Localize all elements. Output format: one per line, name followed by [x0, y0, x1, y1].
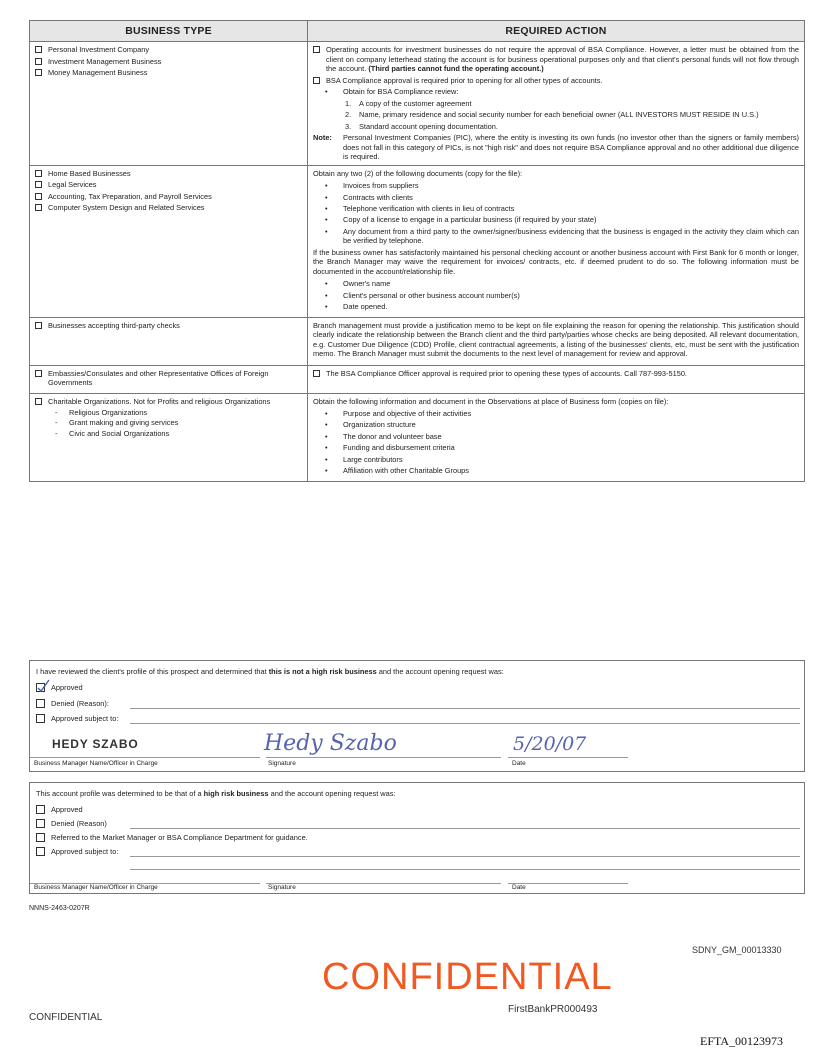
denied-reason-line[interactable] [130, 828, 800, 829]
checkbox[interactable] [35, 398, 42, 405]
checkbox[interactable] [35, 193, 42, 200]
checkbox[interactable] [35, 322, 42, 329]
denied-reason-line[interactable] [130, 708, 800, 709]
bullet-icon: • [325, 454, 328, 464]
date-value: 5/20/07 [513, 733, 587, 755]
action-intro: Obtain the following information and document in the Observations at place of Business form (copies on file): [313, 396, 669, 406]
bullet-icon: • [325, 466, 328, 476]
approval-section-high-risk [29, 782, 805, 894]
business-type-label: Businesses accepting third-party checks [48, 320, 180, 330]
approval-section-not-high-risk [29, 660, 805, 772]
business-type-label: Personal Investment Company [48, 45, 150, 55]
label-date: Date [512, 760, 526, 767]
action-paragraph: If the business owner has satisfactorily maintained his personal checking account or another business account with First Bank for 6 month or longer, the Branch Manager may waive the requirement for invoices/ contracts, etc. if deemed prudent to do so. The following information must be documented in the account/relationship file. [313, 247, 799, 276]
approved-subject-line[interactable] [130, 856, 800, 857]
bullet-icon: • [325, 290, 328, 300]
bullet-text: Purpose and objective of their activities [343, 408, 472, 418]
bullet-icon: • [325, 181, 328, 191]
numbered-text: A copy of the customer agreement [359, 98, 472, 108]
checkbox-checked[interactable] [36, 683, 45, 692]
action-text: Operating accounts for investment businesses do not require the approval of BSA Compliance. However, a letter must be obtained from the client on company letterhead stating the account is for business operational purposes only and that client's personal funds will not flow through the account. [326, 45, 799, 74]
bullet-icon: • [325, 87, 328, 97]
bullet-text: The donor and volunteer base [343, 431, 442, 441]
checkbox[interactable] [313, 46, 320, 53]
business-type-label: Computer System Design and Related Services [48, 203, 205, 212]
note-text: Personal Investment Companies (PIC), where the entity is investing its own funds (no investor other than the signers or family members) does not fall in this category of PICs, is not "high risk" and does not require BSA Compliance approval and no other additional due diligence is required. [343, 133, 799, 162]
action-text: BSA Compliance approval is required prior to opening for all other types of accounts. [326, 75, 603, 85]
option-referred[interactable]: Referred to the Market Manager or BSA Compliance Department for guidance. [36, 833, 308, 842]
check-mark-icon [36, 679, 50, 693]
checkbox[interactable] [35, 58, 42, 65]
option-approved-subject[interactable]: Approved subject to: [36, 847, 118, 856]
label-signature: Signature [268, 760, 296, 767]
checkbox[interactable] [35, 46, 42, 53]
checkbox[interactable] [36, 714, 45, 723]
header-business-type: BUSINESS TYPE [30, 21, 308, 42]
bullet-text: Invoices from suppliers [343, 181, 419, 191]
bullet-text: Organization structure [343, 420, 416, 430]
business-type-label: Accounting, Tax Preparation, and Payroll Services [48, 191, 212, 201]
bullet-icon: • [325, 420, 328, 430]
action-text-bold: (Third parties cannot fund the operating account.) [368, 64, 544, 74]
form-number: NNNS-2463-0207R [29, 905, 90, 912]
bullet-text: Any document from a third party to the owner/signer/business evidencing that the business is engaged in the activity they claim which can be verified by telephone. [343, 226, 799, 246]
bullet-text: Telephone verification with clients in lieu of contracts [343, 204, 515, 213]
bullet-icon: • [325, 226, 328, 236]
option-approved[interactable]: Approved [36, 683, 83, 692]
section-statement: This account profile was determined to be that of a high risk business and the account opening request was: [36, 789, 396, 798]
checkbox[interactable] [313, 370, 320, 377]
confidential-stamp: CONFIDENTIAL [322, 956, 613, 998]
checkbox[interactable] [35, 370, 42, 377]
approved-subject-line[interactable] [130, 723, 800, 724]
business-type-label: Embassies/Consulates and other Representative Offices of Foreign Governments [48, 368, 269, 388]
business-type-label: Investment Management Business [48, 56, 162, 66]
bullet-icon: • [325, 408, 328, 418]
subtype-label: Religious Organizations [69, 407, 148, 417]
table-row: Charitable Organizations. Not for Profits and religious Organizations - Religious Organizations - Grant making and giving services - Civic and Social Organizations Obtain the following information and document in the Observations at place of Business form (copies on file): • Purpose and objective of their activities • Organization structure • The donor and volunteer base • Funding and disbursement criteria • Large contributors • Affiliation with other Charitable Groups [30, 393, 805, 481]
bates-sdny: SDNY_GM_00013330 [692, 945, 782, 955]
signature: Hedy Szabo [264, 731, 397, 756]
checkbox[interactable] [35, 170, 42, 177]
action-paragraph: Branch management must provide a justification memo to be kept on file explaining the reason for opening the relationship. This justification should clearly indicate the relationship between the Branch client and the third party/parties whose checks are being deposited. All relevant documentation, e.g. Customer Due Diligence (CDD) Profile, client contractual agreements, a listing of the businesses' clients, etc, must be sent with the justification memo. The Branch Manager must submit the documents to the next level of management for review and approval. [313, 320, 799, 359]
section-statement: I have reviewed the client's profile of this prospect and determined that this is not a high risk business and the account opening request was: [36, 667, 504, 676]
bullet-text: Date opened. [343, 302, 388, 312]
bullet-icon: • [325, 279, 328, 289]
label-manager: Business Manager Name/Officer in Charge [34, 760, 158, 767]
bullet-text: Owner's name [343, 279, 391, 289]
manager-name: HEDY SZABO [52, 737, 139, 751]
confidential-label: CONFIDENTIAL [29, 1012, 103, 1023]
table-row [30, 165, 805, 317]
option-denied[interactable]: Denied (Reason): [36, 699, 109, 708]
label-date: Date [512, 884, 526, 891]
header-required-action: REQUIRED ACTION [308, 21, 805, 42]
efta-number: EFTA_00123973 [700, 1034, 784, 1048]
label-signature: Signature [268, 884, 296, 891]
bullet-icon: • [325, 431, 328, 441]
bullet-text: Obtain for BSA Compliance review: [343, 87, 459, 97]
business-type-label: Legal Services [48, 180, 97, 190]
checkbox[interactable] [313, 77, 320, 84]
bullet-icon: • [325, 302, 328, 312]
checkbox[interactable] [35, 181, 42, 188]
subtype-label: Grant making and giving services [69, 418, 179, 428]
bullet-icon: • [325, 204, 328, 213]
business-type-table [29, 20, 805, 482]
bullet-icon: • [325, 215, 328, 225]
action-intro: Obtain any two (2) of the following documents (copy for the file): [313, 168, 523, 178]
checkbox[interactable] [35, 69, 42, 76]
bullet-text: Funding and disbursement criteria [343, 443, 455, 453]
table-row [30, 365, 805, 393]
numbered-text: Name, primary residence and social security number for each beneficial owner (ALL INVESTORS MUST RESIDE IN U.S.) [359, 110, 759, 120]
option-denied[interactable]: Denied (Reason) [36, 819, 107, 828]
bullet-text: Copy of a license to engage in a particular business (if required by your state) [343, 215, 597, 225]
bullet-icon: • [325, 192, 328, 202]
bates-firstbank: FirstBankPR000493 [508, 1004, 598, 1015]
action-text: The BSA Compliance Officer approval is required prior to opening these types of accounts. Call 787-993-5150. [326, 368, 687, 378]
note-label: Note: [313, 133, 332, 143]
checkbox[interactable] [35, 204, 42, 211]
bullet-text: Contracts with clients [343, 192, 413, 202]
option-approved[interactable]: Approved [36, 805, 83, 814]
checkbox[interactable] [36, 699, 45, 708]
business-type-label: Home Based Businesses [48, 168, 131, 178]
label-manager: Business Manager Name/Officer in Charge [34, 884, 158, 891]
checkbox[interactable] [36, 833, 45, 842]
table-row: Personal Investment Company Investment Management Business Money Management Business Operating accounts for investment businesses do not require the approval of BSA Compliance. However, a letter must be obtained from the client on company letterhead stating the account is for business operational purposes only and that client's personal funds will not flow through the account. (Third parties cannot fund the operating account.) BSA Compliance approval is required prior to opening for all other types of accounts. • Obtain for BSA Compliance review: 1. A copy of the customer agreement 2. Name, primary residence and social security number for each beneficial owner (ALL INVESTORS MUST RESIDE IN U.S.) 3. Standard account opening documentation. Note: Personal Investment Companies (PIC), where the entity is investing its own funds (no investor other than the signers or family members) does not fall in this category of PICs, is not "high risk" and does not require BSA Compliance approval and no other additional due diligence is required. [30, 42, 805, 165]
checkbox[interactable] [36, 805, 45, 814]
business-type-label: Money Management Business [48, 68, 148, 78]
numbered-text: Standard account opening documentation. [359, 121, 498, 131]
checkbox[interactable] [36, 847, 45, 856]
table-row [30, 317, 805, 365]
bullet-text: Client's personal or other business account number(s) [343, 290, 520, 300]
option-approved-subject[interactable]: Approved subject to: [36, 714, 118, 723]
bullet-icon: • [325, 443, 328, 453]
subtype-label: Civic and Social Organizations [69, 428, 170, 438]
bullet-text: Large contributors [343, 454, 403, 464]
checkbox[interactable] [36, 819, 45, 828]
business-type-label: Charitable Organizations. Not for Profits and religious Organizations [48, 396, 271, 406]
bullet-text: Affiliation with other Charitable Groups [343, 466, 469, 476]
